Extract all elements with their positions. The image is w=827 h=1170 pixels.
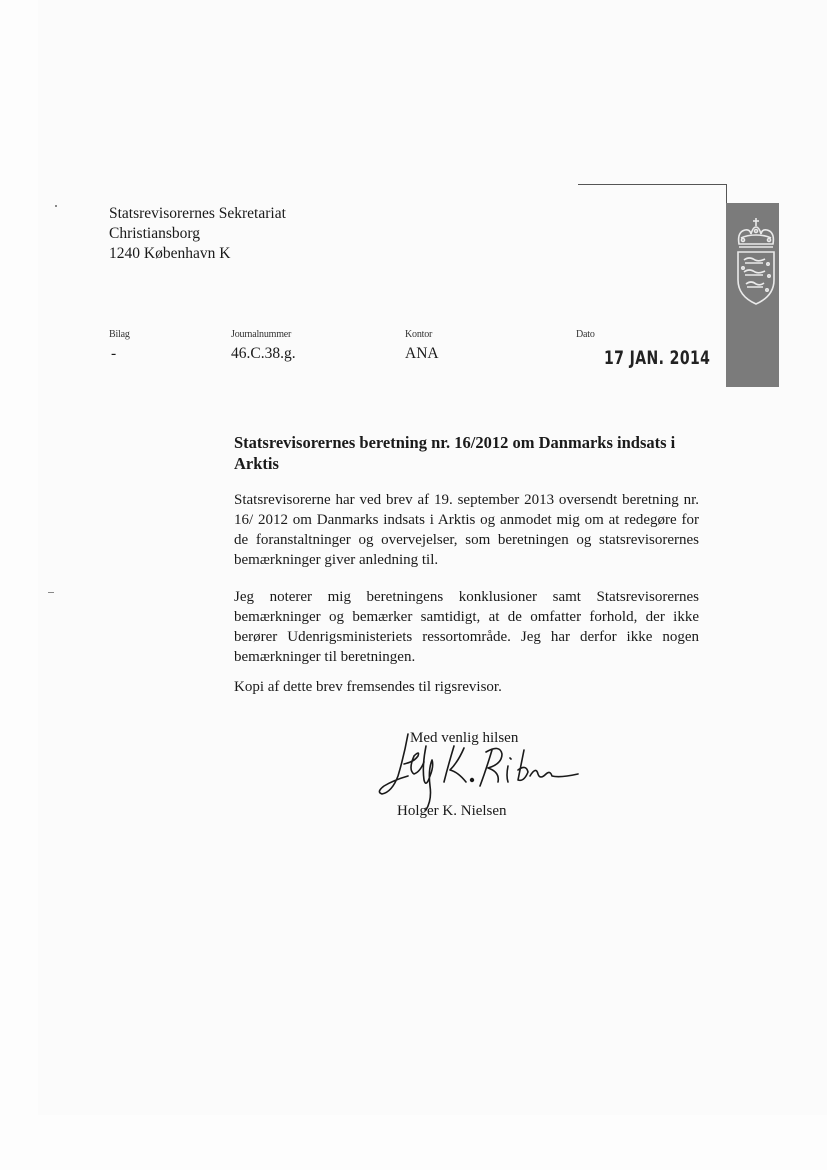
journalnummer-label: Journalnummer [231, 329, 292, 340]
bilag-value: - [111, 345, 117, 362]
danish-coat-of-arms-icon [733, 216, 779, 312]
body-paragraph-1: Statsrevisorerne har ved brev af 19. september 2013 oversendt beretning nr. 16/ 2012 om Danmarks indsats i Arktis og anmodet mig om at redegøre for de foranstaltninger og overvejelser, som beretningen og statsrevisorernes bemærkninger giver anledning til. [234, 492, 699, 568]
scan-mark [48, 592, 54, 593]
handwritten-signature [374, 726, 584, 812]
kontor-value: ANA [405, 345, 439, 362]
header-rule-vertical [726, 184, 727, 204]
body-paragraph-3: Kopi af dette brev fremsendes til rigsrevisor. [234, 679, 502, 695]
recipient-address [109, 204, 286, 264]
signer-name: Holger K. Nielsen [397, 803, 507, 819]
closing-greeting: Med venlig hilsen [410, 730, 519, 746]
body-paragraph-2: Jeg noterer mig beretningens konklusioner samt Statsrevisorernes bemærkninger og bemærker samtidigt, at de omfatter forhold, der ikke berører Udenrigsministeriets ressortområde. Jeg har derfor ikke nogen bemærkninger til beretningen. [234, 589, 699, 665]
scan-dot [55, 205, 57, 207]
address-line-3: 1240 København K [109, 245, 231, 262]
kontor-label: Kontor [405, 329, 433, 340]
address-line-2: Christiansborg [109, 225, 200, 242]
date-stamp: 17 JAN. 2014 [604, 347, 711, 369]
dato-label: Dato [576, 329, 595, 340]
address-line-1: Statsrevisorernes Sekretariat [109, 205, 286, 222]
header-rule-horizontal [578, 184, 727, 185]
letter-subject: Statsrevisorernes beretning nr. 16/2012 om Danmarks indsats i Arktis [234, 433, 676, 473]
journalnummer-value: 46.C.38.g. [231, 345, 296, 362]
bilag-label: Bilag [109, 329, 130, 340]
